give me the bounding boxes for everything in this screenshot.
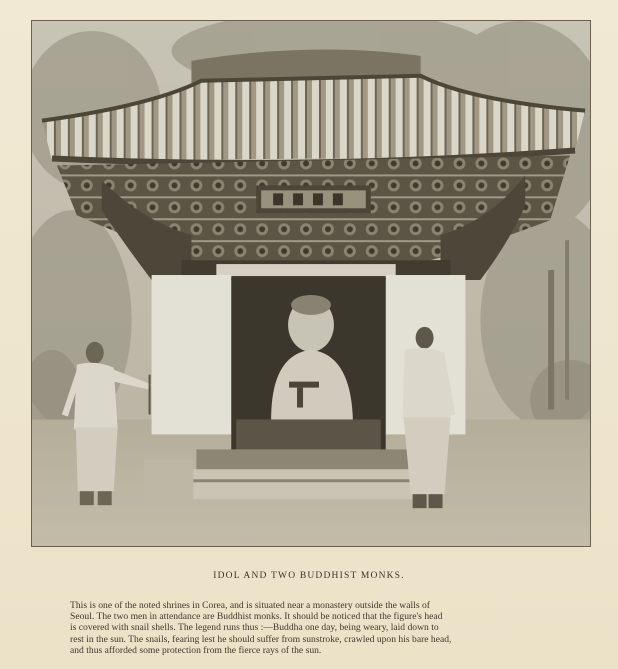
paragraph-line: is covered with snail shells. The legend runs thus :—Buddha one day, being weary, laid down to xyxy=(70,622,439,634)
paragraph-line: rest in the sun. The snails, fearing lest he should suffer from sunstroke, crawled upon his bare head, xyxy=(70,633,452,645)
paragraph-line: and thus afforded some protection from the fierce rays of the sun. xyxy=(70,644,322,656)
shrine-photograph xyxy=(32,21,590,546)
paragraph-line: This is one of the noted shrines in Corea, and is situated near a monastery outside the walls of xyxy=(70,600,430,611)
photo-caption: IDOL AND TWO BUDDHIST MONKS. xyxy=(213,571,405,581)
photo-plate xyxy=(31,20,591,547)
description-paragraph xyxy=(70,600,588,656)
paragraph-line: Seoul. The two men in attendance are Buddhist monks. It should be noticed that the figure's head xyxy=(70,611,443,623)
